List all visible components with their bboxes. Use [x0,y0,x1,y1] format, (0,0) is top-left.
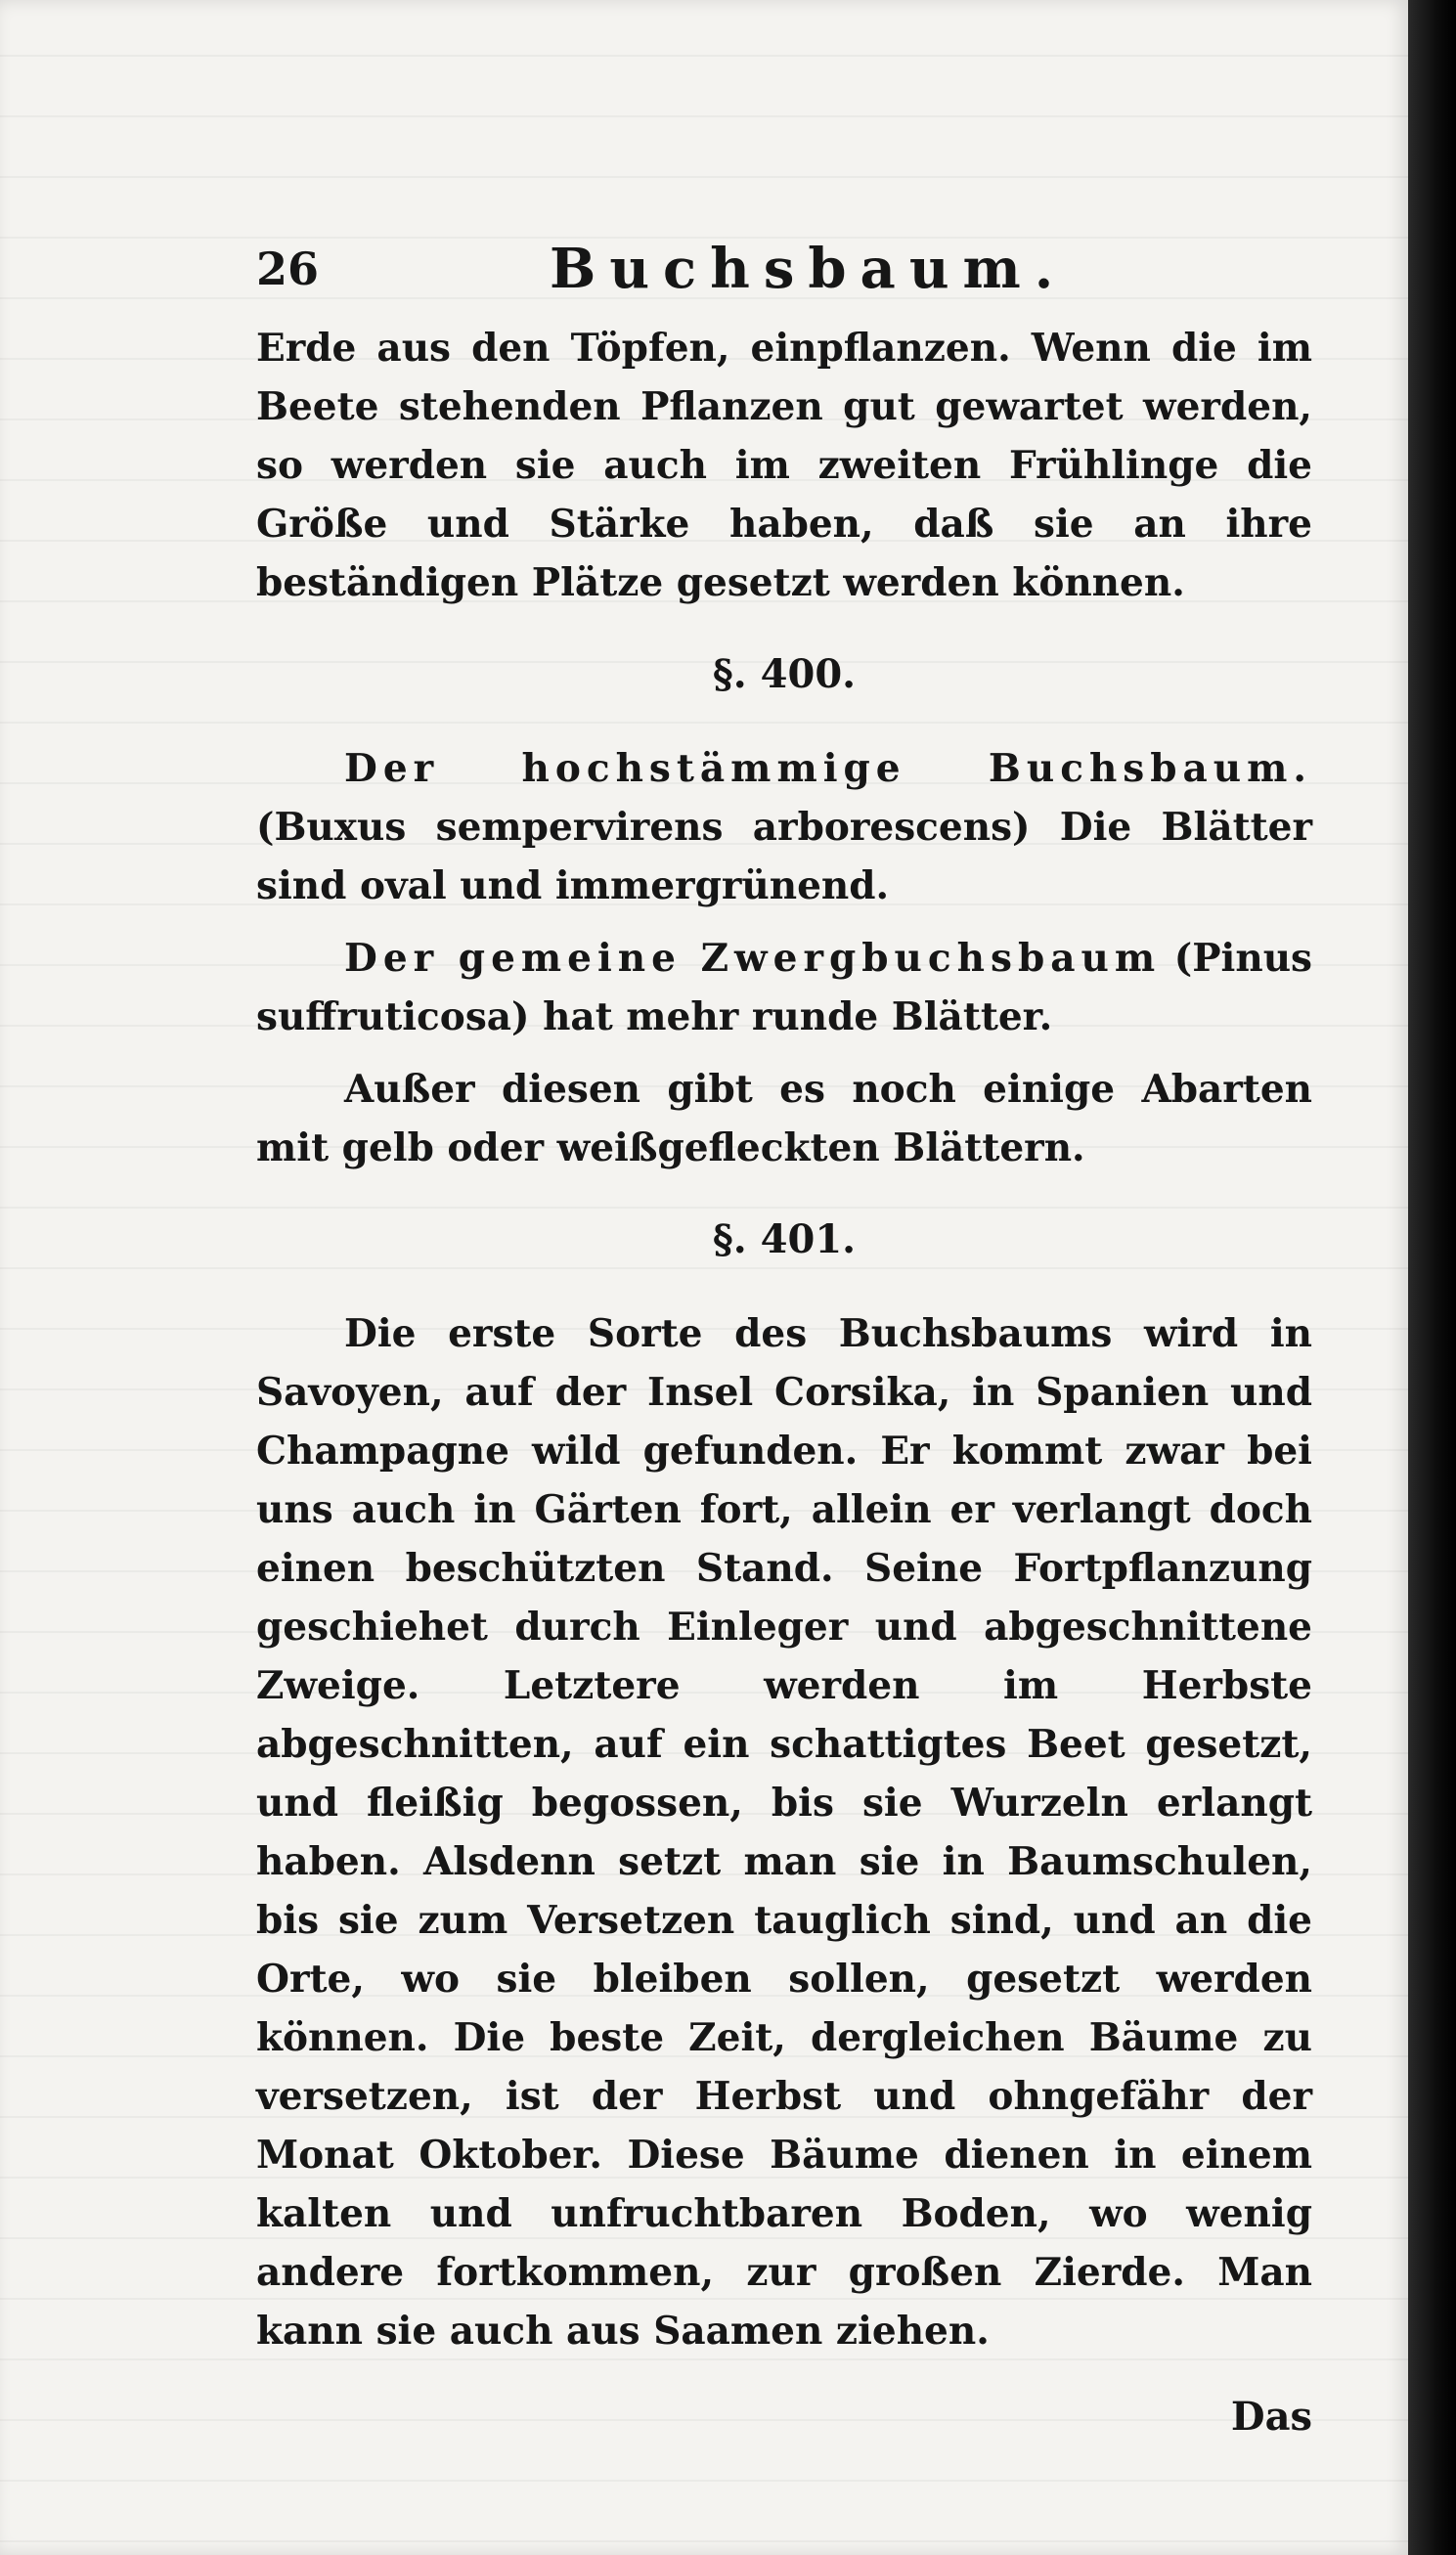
paragraph-abarten: Außer diesen gibt es noch einige Abarten mit gelb oder weißgefleckten Blättern. [256,1067,1312,1170]
desc-hochstaemmige: (Buxus sempervirens arborescens) Die Blätter sind oval und immergrünend. [256,805,1312,908]
section-heading-401: §. 401. [712,1216,857,1262]
term-zwergbuchsbaum: Der gemeine Zwergbuchsbaum [344,936,1162,981]
desc-zwergbuchsbaum: (Pinus suffruticosa) hat mehr runde Blätter. [256,936,1313,1039]
section-heading-400: §. 400. [712,651,857,697]
paragraph-zwergbuchsbaum [256,929,1312,1046]
paragraph-erste-sorte: Die erste Sorte des Buchsbaums wird in Savoyen, auf der Insel Corsika, in Spanien und Champagne wild gefunden. Er kommt zwar bei uns auch in Gärten fort, allein er verlangt doch einen beschützten Stand. Seine Fortpflanzung geschiehet durch Einleger und abgeschnittene Zweige. Letztere werden im Herbste abgeschnitten, auf ein schattigtes Beet gesetzt, und fleißig begossen, bis sie Wurzeln erlangt haben. Alsdenn setzt man sie in Baumschulen, bis sie zum Versetzen tauglich sind, und an die Orte, wo sie bleiben sollen, gesetzt werden können. Die beste Zeit, dergleichen Bäume zu versetzen, ist der Herbst und ohngefähr der Monat Oktober. Diese Bäume dienen in einem kalten und unfruchtbaren Boden, wo wenig andere fortkommen, zur großen Zierde. Man kann sie auch aus Saamen ziehen. [256,1311,1312,2354]
paragraph-continued: Erde aus den Töpfen, einpflanzen. Wenn die im Beete stehenden Pflanzen gut gewartet werden, so werden sie auch im zweiten Frühlinge die Größe und Stärke haben, daß sie an ihre beständigen Plätze gesetzt werden können. [256,326,1312,605]
book-edge [1408,0,1456,2555]
catchword: Das [1230,2394,1312,2440]
running-head: Buchsbaum. [550,237,1068,301]
page-number: 26 [256,242,320,295]
page-header [256,231,1312,319]
text-block [256,231,1312,2446]
paragraph-hochstaemmige [256,739,1312,915]
term-hochstaemmige: Der hochstämmige Buchsbaum. [344,746,1312,791]
